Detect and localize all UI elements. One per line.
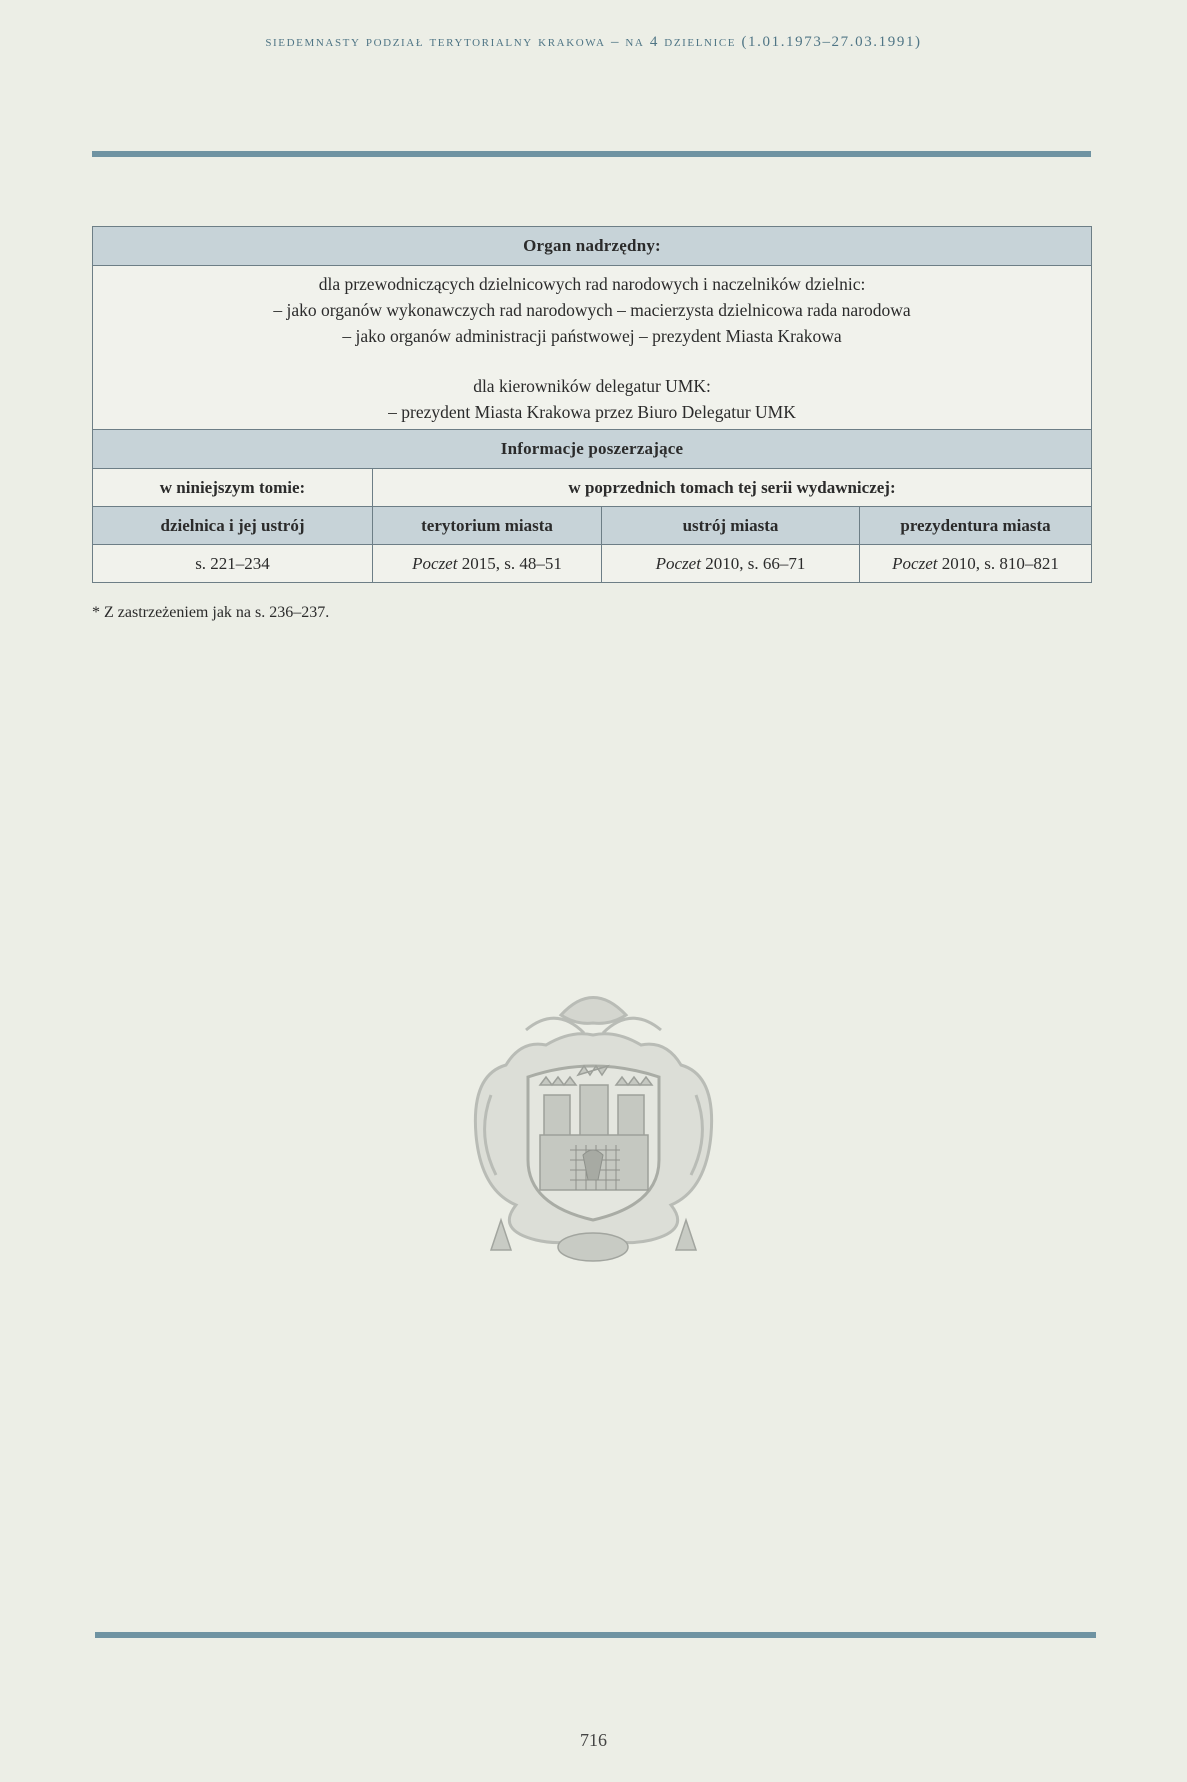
running-header: siedemnasty podział terytorialny krakowa – na 4 dzielnice (1.01.1973–27.03.1991) [265,34,922,50]
organ-description [93,266,1092,430]
reference-cell [602,545,860,583]
footnote: * Z zastrzeżeniem jak na s. 236–237. [92,604,330,621]
reference-cell [93,545,373,583]
organ-line: – jako organów administracji państwowej – prezydent Miasta Krakowa [342,325,842,346]
page-number: 716 [580,1730,607,1750]
reference-cell [860,545,1092,583]
reference-text: 2010, s. 66–71 [700,553,806,573]
reference-cell [373,545,602,583]
subheader-cell: terytorium miasta [373,507,602,545]
top-rule [92,151,1091,157]
reference-text: 2010, s. 810–821 [937,553,1059,573]
previous-volumes-heading: w poprzednich tomach tej serii wydawniczej: [373,469,1092,507]
reference-source: Poczet [412,553,458,573]
reference-source: Poczet [655,553,701,573]
krakow-coat-of-arms-icon [466,985,721,1270]
reference-text: s. 221–234 [195,553,270,573]
subheader-cell: ustrój miasta [602,507,860,545]
reference-source: Poczet [892,553,938,573]
organ-line: dla kierowników delegatur UMK: [473,375,711,396]
this-volume-heading: w niniejszym tomie: [93,469,373,507]
subheader-cell: dzielnica i jej ustrój [93,507,373,545]
info-heading: Informacje poszerzające [93,430,1092,469]
reference-text: 2015, s. 48–51 [457,553,562,573]
bottom-rule [95,1632,1096,1638]
subheader-cell: prezydentura miasta [860,507,1092,545]
organ-line: dla przewodniczących dzielnicowych rad narodowych i naczelników dzielnic: [318,273,866,294]
info-table [92,226,1092,583]
organ-line: – prezydent Miasta Krakowa przez Biuro Delegatur UMK [388,401,796,422]
organ-heading: Organ nadrzędny: [93,227,1092,266]
organ-line: – jako organów wykonawczych rad narodowych – macierzysta dzielnicowa rada narodowa [273,299,911,320]
